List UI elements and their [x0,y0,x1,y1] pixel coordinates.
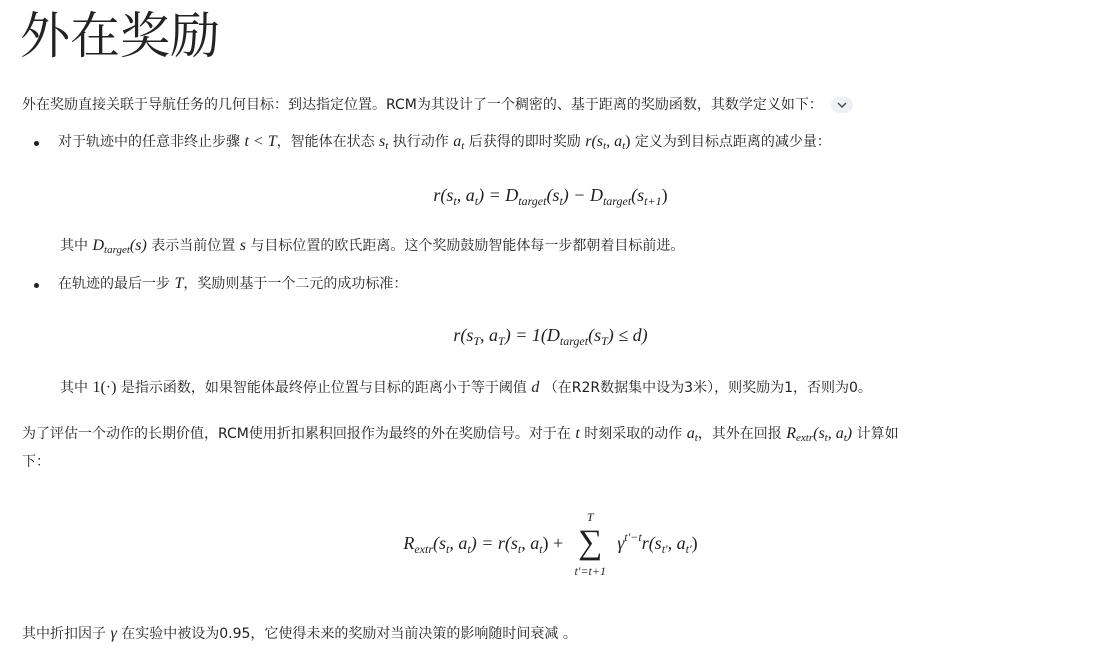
note-1-text: 其中 $D_{target}(s)$ 表示当前位置 s 与目标位置的欧氏距离。这个奖励鼓励智能体每一步都朝着目标前进。 [60,237,685,256]
final-paragraph: 其中折扣因子 γ 在实验中被设为0.95，它使得未来的奖励对当前决策的影响随时间衰减 。 [22,625,577,642]
page-title: 外在奖励 [20,7,220,65]
bullet-1-text: 对于轨迹中的任意非终止步骤 t < T，智能体在状态 $s_t$ 执行动作 $a_t$ 后获得的即时奖励 $r(s_t$, $a_t$) 定义为到目标点距离的减少量： [58,133,831,152]
bullet-dot-1 [34,141,39,146]
equation-step-reward: $r(s_t$, $a_t) = D_{target}(s_t) - D_{target}(s_{t+1})$ [433,185,668,208]
intro-text: 外在奖励直接关联于导航任务的几何目标：到达指定位置。RCM为其设计了一个稠密的、基于距离的奖励函数，其数学定义如下： [22,97,823,113]
summation-symbol: ∑ [578,523,603,561]
bullet-dot-2 [34,283,39,288]
intro-paragraph [22,95,853,115]
equation-terminal-reward: $r(s_T$, $a_T) = 1(D_{target}(s_T) \le d)$ [453,325,648,348]
paragraph-discounted-return-line-2: 下： [22,454,50,470]
bullet-2-text: 在轨迹的最后一步 T，奖励则基于一个二元的成功标准： [58,275,408,292]
equation-discounted-return: $R_{extr}(s_t$, $a_t) = r(s_t$, $a_t$) + T ∑ t′=t+1 $\gamma^{t'-t}r(s_{t'}$, $a_{t'}$) [403,509,698,578]
chevron-down-icon [837,101,847,109]
paragraph-discounted-return: 为了评估一个动作的长期价值，RCM使用折扣累积回报作为最终的外在奖励信号。对于在 t 时刻采取的动作 $a_t$，其外在回报 $R_{extr}(s_t$, $a_t$) 计算如 [22,425,899,444]
expand-chip[interactable] [831,97,853,113]
note-2-text: 其中 1(·) 是指示函数，如果智能体最终停止位置与目标的距离小于等于阈值 d （在R2R数据集中设为3米），则奖励为1，否则为0。 [60,379,872,396]
summation: T ∑ t′=t+1 [567,510,613,580]
